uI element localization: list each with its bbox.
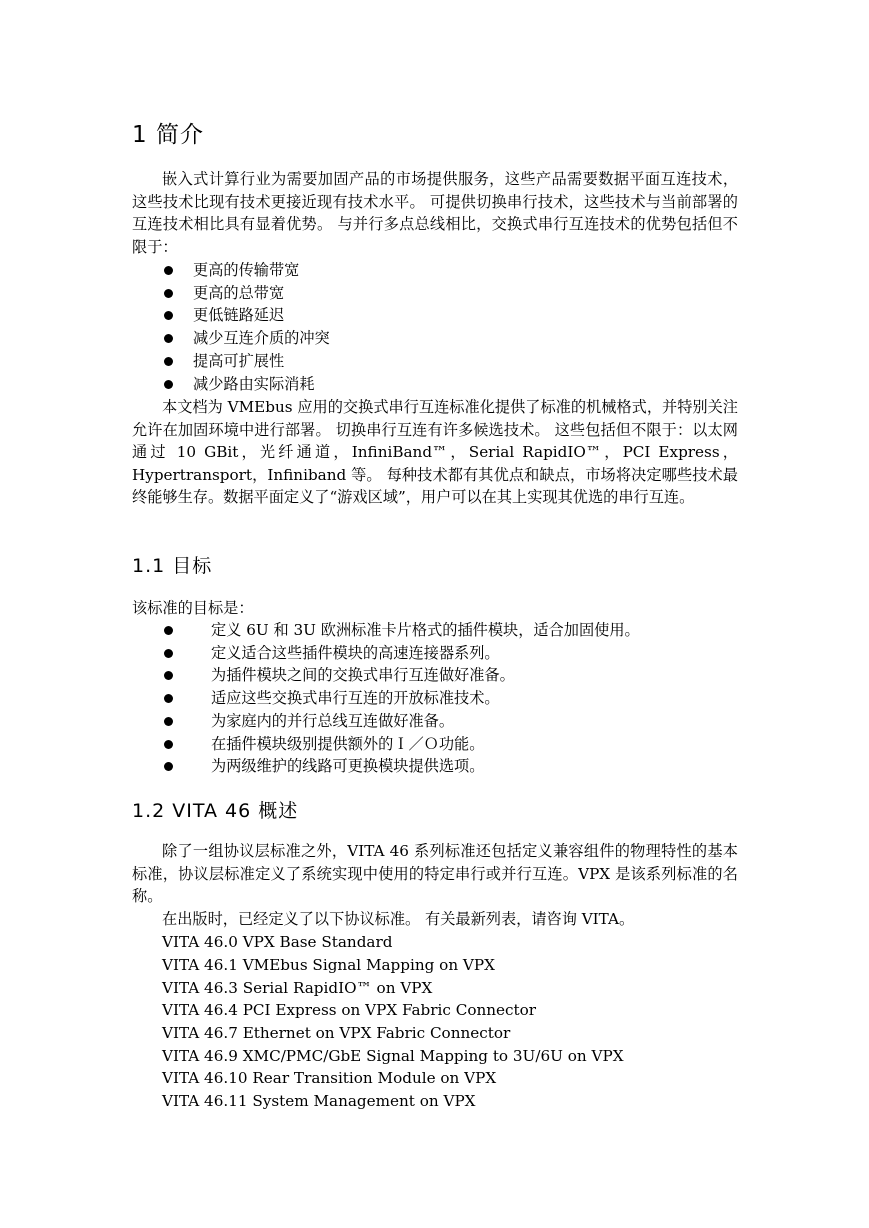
list-item: 更低链路延迟 (164, 304, 330, 327)
bullet-icon (164, 694, 173, 703)
list-item: 定义 6U 和 3U 欧洲标准卡片格式的插件模块，适合加固使用。 (164, 619, 640, 642)
bullet-icon (164, 289, 173, 298)
list-item: 定义适合这些插件模块的高速连接器系列。 (164, 642, 640, 665)
standard-item: VITA 46.3 Serial RapidIO™ on VPX (162, 979, 433, 997)
section-1-2-heading: 1.2 VITA 46 概述 (132, 800, 299, 822)
list-item: 为家庭内的并行总线互连做好准备。 (164, 710, 640, 733)
list-item: 更高的总带宽 (164, 282, 330, 305)
standard-item: VITA 46.9 XMC/PMC/GbE Signal Mapping to 3U/6U on VPX (162, 1047, 624, 1065)
section-1-2-body: 除了一组协议层标准之外，VITA 46 系列标准还包括定义兼容组件的物理特性的基本标准，协议层标准定义了系统实现中使用的特定串行或并行互连。VPX 是该系列标准的名称。 (132, 842, 738, 905)
bullet-icon (164, 649, 173, 658)
bullet-icon (164, 626, 173, 635)
list-item: 为插件模块之间的交换式串行互连做好准备。 (164, 664, 640, 687)
advantages-list (164, 259, 330, 395)
section-1-body: 本文档为 VMEbus 应用的交换式串行互连标准化提供了标准的机械格式，并特别关注允许在加固环境中进行部署。 切换串行互连有许多候选技术。 这些包括但不限于：以太网通过 10 GBit，光纤通道，InfiniBand™，Serial RapidIO™，PCI Express，Hypertransport，Infiniband 等。 每种技术都有其优点和缺点，市场将决定哪些技术最终能够生存。数据平面定义了“游戏区域”，用户可以在其上实现其优选的串行互连。 (132, 398, 738, 506)
standard-item: VITA 46.1 VMEbus Signal Mapping on VPX (162, 956, 495, 974)
section-1-intro: 嵌入式计算行业为需要加固产品的市场提供服务，这些产品需要数据平面互连技术，这些技术比现有技术更接近现有技术水平。 可提供切换串行技术，这些技术与当前部署的互连技术相比具有显着优势。 与并行多点总线相比，交换式串行互连技术的优势包括但不限于： (132, 170, 738, 256)
section-1-heading: 1 简介 (132, 122, 204, 148)
list-item: 适应这些交换式串行互连的开放标准技术。 (164, 687, 640, 710)
standard-item: VITA 46.10 Rear Transition Module on VPX (162, 1069, 497, 1087)
standards-note: 在出版时，已经定义了以下协议标准。 有关最新列表，请咨询 VITA。 (162, 910, 635, 928)
goals-lead: 该标准的目标是： (132, 599, 254, 617)
list-item: 在插件模块级别提供额外的Ｉ／Ｏ功能。 (164, 733, 640, 756)
list-item: 减少路由实际消耗 (164, 373, 330, 396)
goals-list (164, 619, 640, 778)
bullet-icon (164, 357, 173, 366)
standard-item: VITA 46.0 VPX Base Standard (162, 933, 393, 951)
bullet-icon (164, 311, 173, 320)
list-item: 提高可扩展性 (164, 350, 330, 373)
bullet-icon (164, 740, 173, 749)
standard-item: VITA 46.4 PCI Express on VPX Fabric Connector (162, 1001, 537, 1019)
list-item: 为两级维护的线路可更换模块提供选项。 (164, 755, 640, 778)
bullet-icon (164, 334, 173, 343)
section-1-1-heading: 1.1 目标 (132, 555, 213, 577)
bullet-icon (164, 266, 173, 275)
standard-item: VITA 46.7 Ethernet on VPX Fabric Connector (162, 1024, 511, 1042)
bullet-icon (164, 671, 173, 680)
list-item: 减少互连介质的冲突 (164, 327, 330, 350)
standard-item: VITA 46.11 System Management on VPX (162, 1092, 476, 1110)
bullet-icon (164, 380, 173, 389)
list-item: 更高的传输带宽 (164, 259, 330, 282)
bullet-icon (164, 762, 173, 771)
bullet-icon (164, 717, 173, 726)
